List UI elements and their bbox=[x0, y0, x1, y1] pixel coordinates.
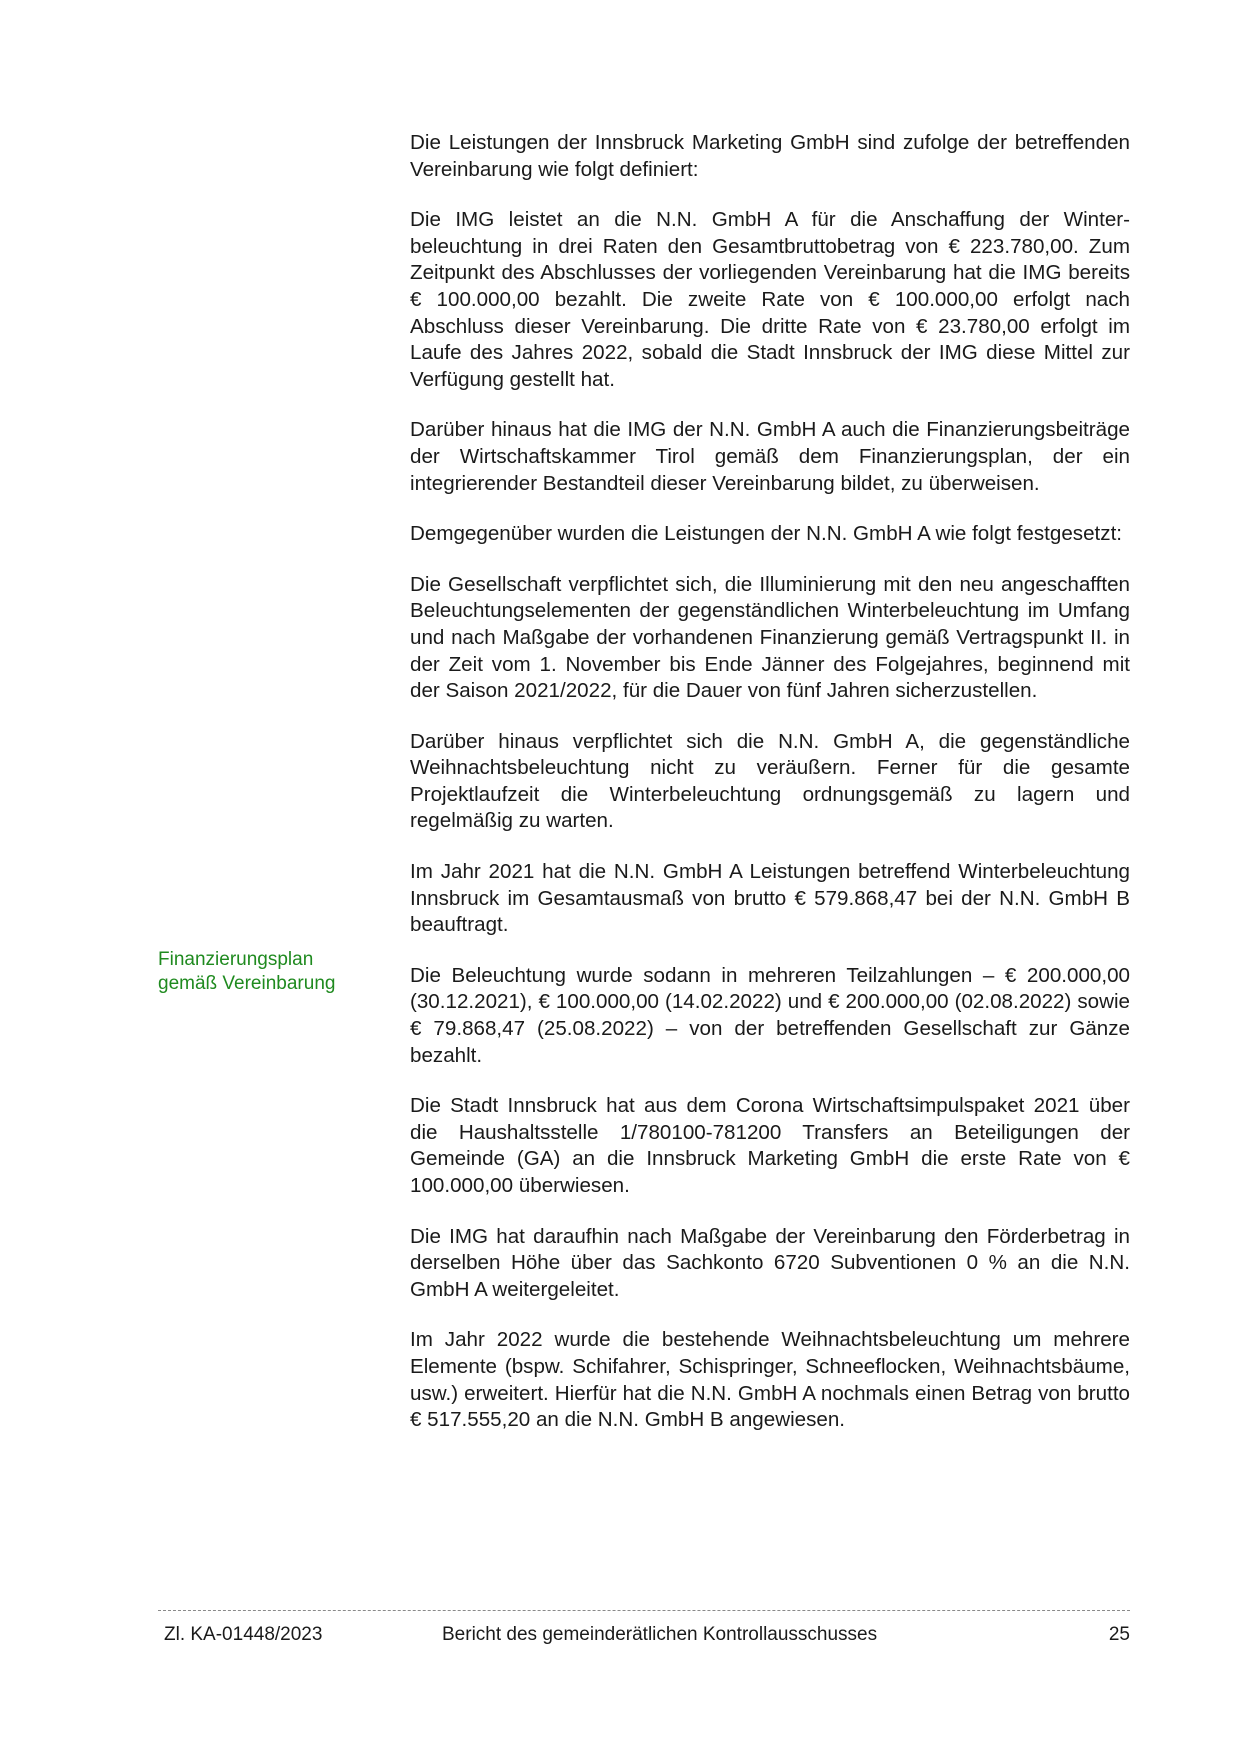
margin-note bbox=[158, 948, 388, 996]
footer-reference: Zl. KA-01448/2023 bbox=[164, 1624, 323, 1645]
paragraph-corona-paket: Die Stadt Innsbruck hat aus dem Corona Wirtschaftsimpulspaket 2021 über die Haushaltsstelle 1/780100-781200 Transfers an Beteiligungen der Gemeinde (GA) an die Innsbruck Marketing GmbH die erste Rate von € 100.000,00 überwiesen. bbox=[410, 1094, 1130, 1197]
page-footer bbox=[158, 1620, 1130, 1650]
paragraph-erweiterung-2022: Im Jahr 2022 wurde die bestehende Weihnachtsbeleuchtung um mehrere Elemente (bspw. Schifahrer, Schispringer, Schneeflocken, Weihnachtsbäume, usw.) erweitert. Hierfür hat die N.N. GmbH A nochmals einen Betrag von brutto € 517.555,20 an die N.N. GmbH B angewiesen. bbox=[410, 1328, 1130, 1432]
footer-divider bbox=[158, 1610, 1130, 1611]
paragraph-foerderbetrag: Die IMG hat daraufhin nach Maßgabe der Vereinbarung den Förderbetrag in derselben Höhe über das Sachkonto 6720 Subventionen 0 % an die N.N. GmbH A weitergeleitet. bbox=[410, 1224, 1130, 1301]
paragraph-img-raten: Die IMG leistet an die N.N. GmbH A für die Anschaffung der Winterbeleuchtung in drei Raten den Gesamtbruttobetrag von € 223.780,00. Zum Zeitpunkt des Abschlusses der vorliegenden Vereinbarung hat die IMG bereits € 100.000,00 bezahlt. Die zweite Rate von € 100.000,00 erfolgt nach Abschluss dieser Vereinbarung. Die dritte Rate von € 23.780,00 erfolgt im Laufe des Jahres 2022, sobald die Stadt Innsbruck der IMG diese Mittel zur Verfügung gestellt hat. bbox=[410, 208, 1130, 391]
footer-title: Bericht des gemeinderätlichen Kontrollausschusses bbox=[442, 1624, 878, 1645]
paragraph-illuminierung: Die Gesellschaft verpflichtet sich, die Illuminierung mit den neu angeschafften Beleuchtungselementen der gegenständlichen Winterbeleuchtung im Umfang und nach Maßgabe der vorhandenen Finanzierung gemäß Vertragspunkt II. in der Zeit vom 1. November bis Ende Jänner des Folgejahres, beginnend mit der Saison 2021/2022, für die Dauer von fünf Jahren sicherzustellen. bbox=[410, 572, 1130, 703]
paragraph-leistungen-intro: Die Leistungen der Innsbruck Marketing GmbH sind zufolge der betreffenden Vereinbarung wie folgt definiert: bbox=[410, 131, 1130, 181]
paragraph-beauftragung-2021: Im Jahr 2021 hat die N.N. GmbH A Leistungen betreffend Winterbeleuchtung Innsbruck im Gesamtausmaß von brutto € 579.868,47 bei der N.N. GmbH B beauftragt. bbox=[410, 860, 1130, 937]
paragraph-finanzierungsbeitraege: Darüber hinaus hat die IMG der N.N. GmbH A auch die Finanzierungsbeiträge der Wirtschaftskammer Tirol gemäß dem Finanzierungsplan, der ein integrierender Bestandteil dieser Vereinbarung bildet, zu überweisen. bbox=[410, 418, 1130, 495]
margin-note-line-1: Finanzierungsplan bbox=[158, 949, 314, 970]
margin-note-line-2: gemäß Vereinbarung bbox=[158, 973, 336, 994]
body-text bbox=[410, 130, 1130, 1458]
paragraph-veraeusserung: Darüber hinaus verpflichtet sich die N.N. GmbH A, die gegenständliche Weihnachtsbeleuchtung nicht zu veräußern. Ferner für die gesamte Projektlaufzeit die Winterbeleuchtung ordnungsgemäß zu lagern und regelmäßig zu warten. bbox=[410, 729, 1130, 833]
page-number: 25 bbox=[1108, 1624, 1130, 1645]
paragraph-gegenleistungen-intro: Demgegenüber wurden die Leistungen der N.N. GmbH A wie folgt festgesetzt: bbox=[410, 522, 1123, 546]
paragraph-teilzahlungen: Die Beleuchtung wurde sodann in mehreren Teilzahlungen – € 200.000,00 (30.12.2021), € 100.000,00 (14.02.2022) und € 200.000,00 (02.08.2022) sowie € 79.868,47 (25.08.2022) – von der betreffenden Gesellschaft zur Gänze bezahlt. bbox=[410, 963, 1130, 1067]
